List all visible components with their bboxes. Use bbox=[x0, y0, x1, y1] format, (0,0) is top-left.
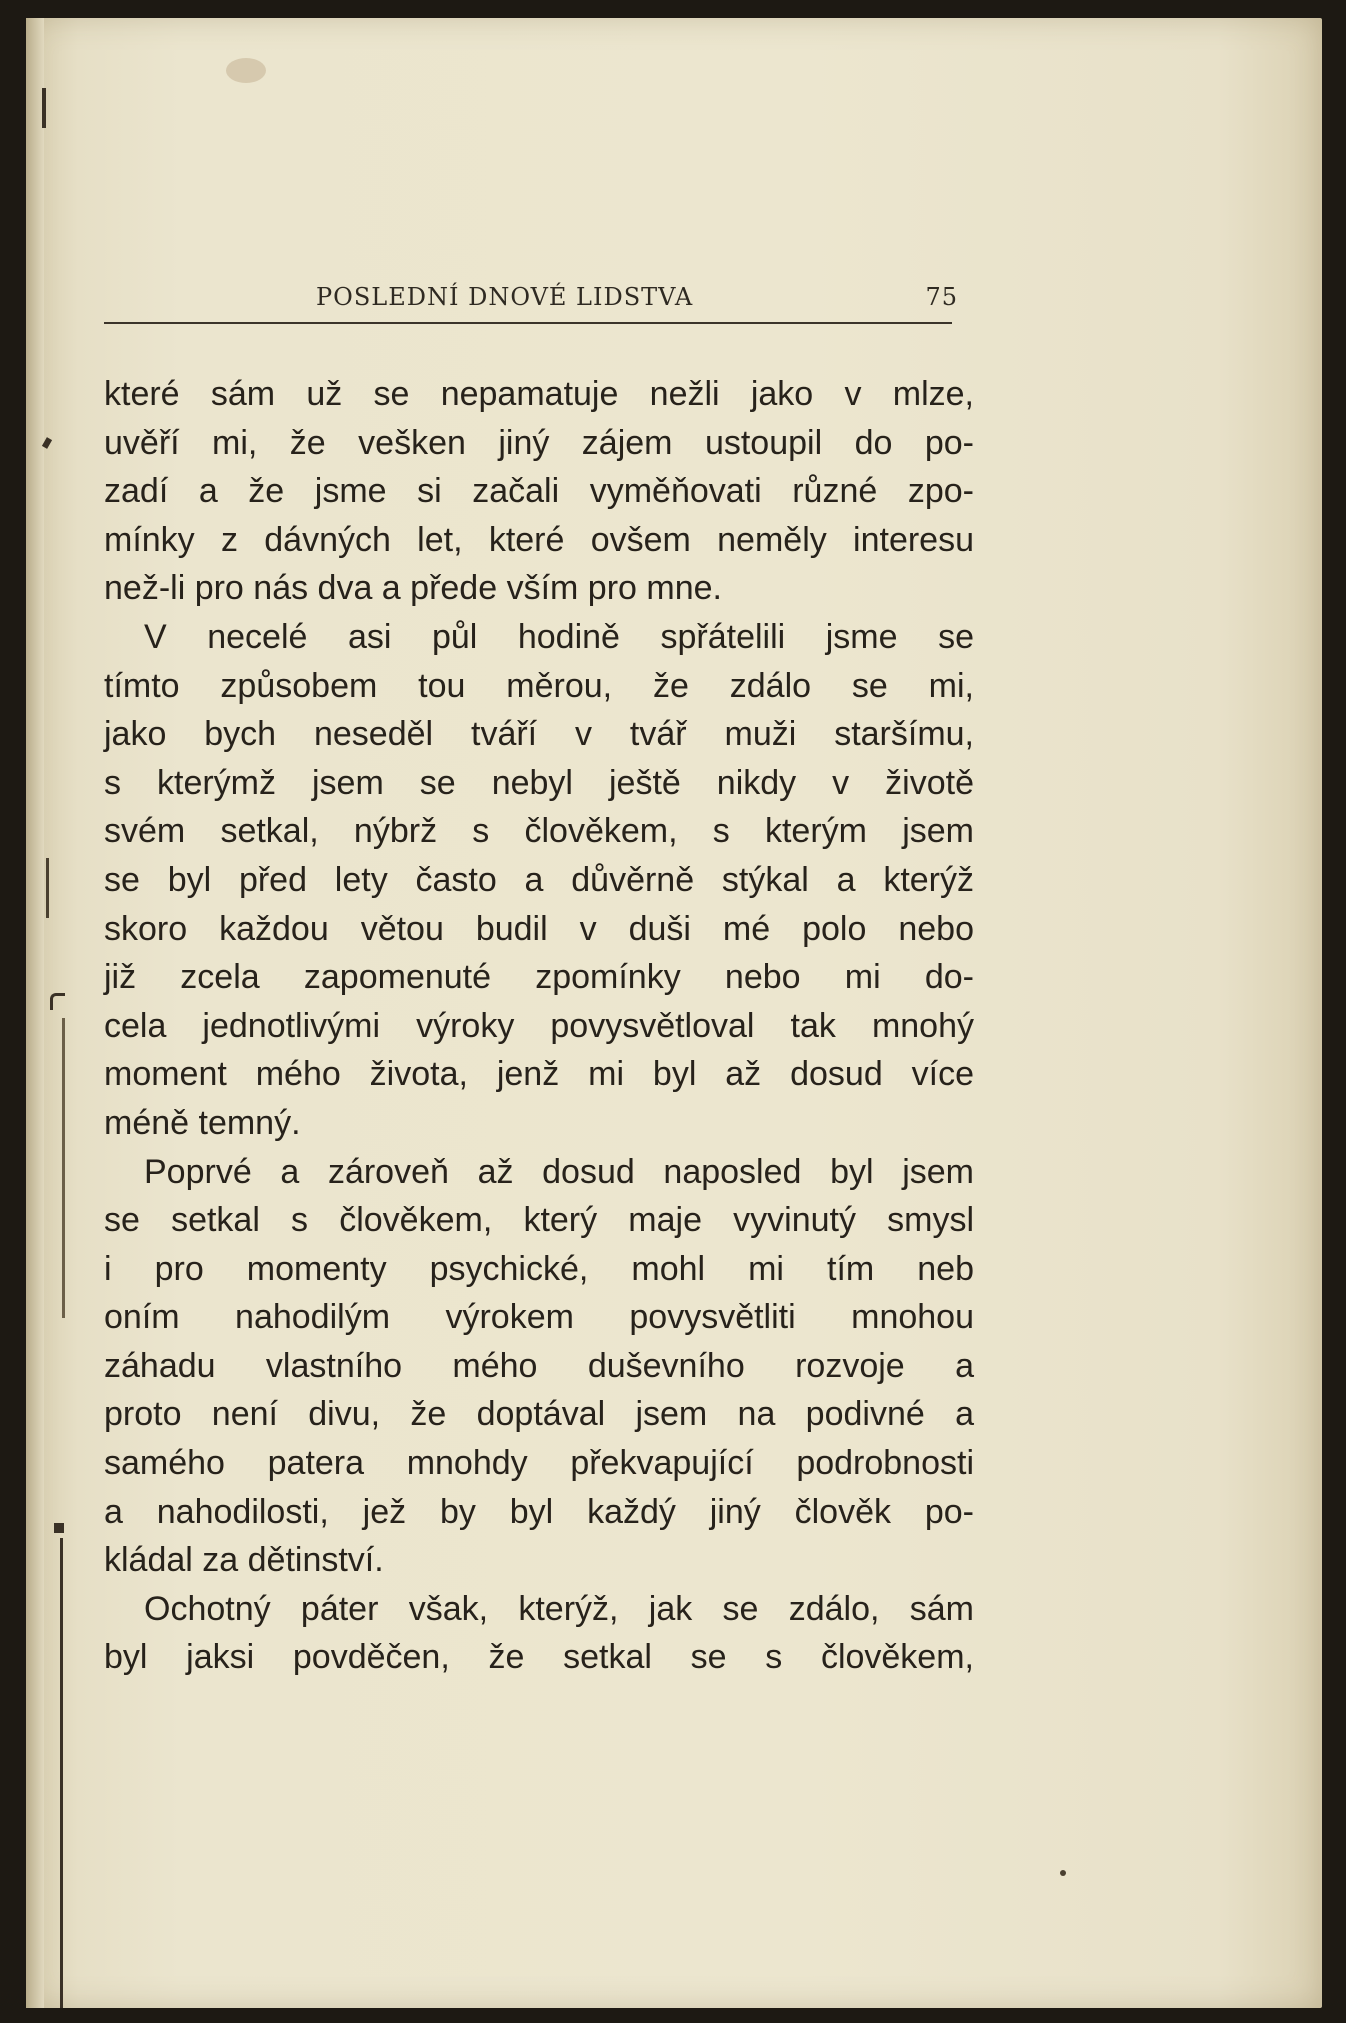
page-number: 75 bbox=[925, 283, 958, 311]
text-line: svém setkal, nýbrž s člověkem, s kterým jsem bbox=[104, 812, 974, 851]
stain bbox=[226, 58, 266, 83]
margin-mark bbox=[54, 1523, 64, 1533]
binding-edge bbox=[26, 18, 44, 2008]
running-title: POSLEDNÍ DNOVÉ LIDSTVA bbox=[316, 283, 694, 311]
text-line: samého patera mnohdy překvapující podrobnosti bbox=[104, 1444, 974, 1483]
margin-mark bbox=[60, 1538, 63, 2008]
margin-mark bbox=[42, 88, 46, 128]
margin-mark bbox=[46, 858, 49, 918]
text-line: V necelé asi půl hodině spřátelili jsme se bbox=[144, 617, 974, 656]
paragraph bbox=[104, 1585, 974, 1682]
text-line: než-li pro nás dva a přede vším pro mne. bbox=[104, 569, 722, 608]
text-line: s kterýmž jsem se nebyl ještě nikdy v životě bbox=[104, 763, 974, 802]
text-line: a nahodilosti, jež by byl každý jiný člověk po- bbox=[104, 1492, 974, 1531]
text-line: kládal za dětinství. bbox=[104, 1541, 384, 1580]
text-line: skoro každou větou budil v duši mé polo nebo bbox=[104, 909, 974, 948]
text-line: se byl před lety často a důvěrně stýkal a kterýž bbox=[104, 860, 974, 899]
text-line: Poprvé a zároveň až dosud naposled byl jsem bbox=[144, 1152, 974, 1191]
text-line: méně temný. bbox=[104, 1103, 301, 1142]
text-line: jako bych neseděl tváří v tvář muži staršímu, bbox=[104, 715, 974, 754]
text-line: tímto způsobem tou měrou, že zdálo se mi, bbox=[104, 666, 974, 705]
margin-bracket-mark bbox=[50, 993, 65, 1010]
text-line: které sám už se nepamatuje nežli jako v mlze, bbox=[104, 375, 974, 413]
body-text bbox=[104, 370, 974, 1682]
text-line: byl jaksi povděčen, že setkal se s člověkem, bbox=[104, 1638, 974, 1677]
paragraph bbox=[104, 1148, 974, 1585]
running-head bbox=[316, 283, 958, 313]
ink-speck bbox=[1060, 1870, 1066, 1876]
text-line: již zcela zapomenuté zpomínky nebo mi do- bbox=[104, 958, 974, 997]
paragraph bbox=[104, 370, 974, 613]
margin-mark bbox=[62, 1018, 65, 1318]
text-line: zadí a že jsme si začali vyměňovati různé zpo- bbox=[104, 472, 974, 511]
text-line: i pro momenty psychické, mohl mi tím neb bbox=[104, 1249, 974, 1288]
text-line: proto není divu, že doptával jsem na podivné a bbox=[104, 1395, 974, 1434]
text-line: uvěří mi, že vešken jiný zájem ustoupil do po- bbox=[104, 423, 974, 462]
paragraph bbox=[104, 613, 974, 1148]
text-line: se setkal s člověkem, který maje vyvinutý smysl bbox=[104, 1201, 974, 1240]
text-line: záhadu vlastního mého duševního rozvoje a bbox=[104, 1346, 974, 1385]
header-rule bbox=[104, 322, 952, 324]
text-line: mínky z dávných let, které ovšem neměly interesu bbox=[104, 520, 974, 559]
text-line: moment mého života, jenž mi byl až dosud více bbox=[104, 1055, 974, 1094]
text-line: cela jednotlivými výroky povysvětloval tak mnohý bbox=[104, 1006, 974, 1045]
text-line: Ochotný páter však, kterýž, jak se zdálo, sám bbox=[144, 1589, 974, 1628]
text-line: oním nahodilým výrokem povysvětliti mnohou bbox=[104, 1298, 974, 1337]
